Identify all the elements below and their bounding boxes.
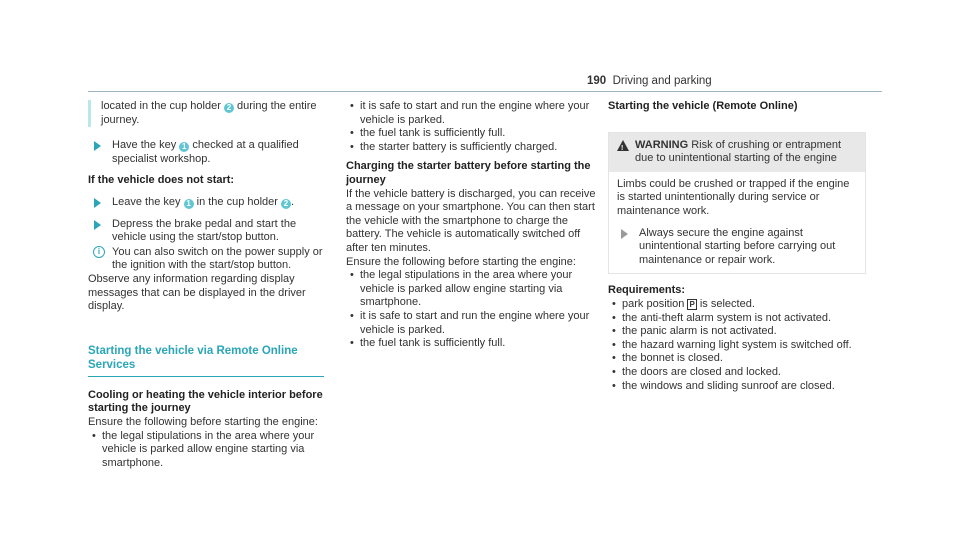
subheading: Cooling or heating the vehicle interior before starting the journey (88, 388, 323, 415)
list-item: • the doors are closed and locked. (608, 366, 866, 380)
number-badge: 1 (179, 142, 189, 152)
paragraph: Observe any information regarding display messages that can be displayed in the driver display. (88, 272, 306, 313)
info-text: You can also switch on the power supply or the ignition with the start/stop button. (112, 245, 323, 272)
req-text: is selected. (699, 297, 755, 310)
number-badge: 2 (281, 199, 291, 209)
step-text: . (291, 195, 295, 208)
section-name: Driving and parking (612, 75, 712, 87)
warning-header (609, 133, 865, 172)
arrow-icon (621, 229, 628, 239)
arrow-icon (94, 141, 101, 151)
list-item: • the legal stipulations in the area where your vehicle is parked allow engine starting via smartphone. (346, 269, 596, 310)
warning-body-text: Limbs could be crushed or trapped if the engine is started unintentionally during service or maintenance work. (617, 177, 850, 217)
list-item: • the hazard warning light system is switched off. (608, 339, 866, 353)
column-middle (346, 100, 596, 351)
subheading: Charging the starter battery before starting the journey (346, 160, 591, 186)
list-item: • it is safe to start and run the engine where your vehicle is parked. (346, 100, 596, 127)
list-item: • the bonnet is closed. (608, 352, 866, 366)
list-item: • the fuel tank is sufficiently full. (346, 337, 596, 351)
requirements-list (608, 298, 866, 393)
continued-paragraph (88, 100, 324, 127)
warning-step-text: Always secure the engine against unintentional starting before carrying out maintenance or repair work. (639, 226, 836, 266)
list-item: • the windows and sliding sunroof are closed. (608, 380, 866, 394)
paragraph: Ensure the following before starting the engine: (346, 255, 576, 268)
requirements-heading: Requirements: (608, 284, 686, 297)
arrow-icon (94, 220, 101, 230)
column-left (88, 100, 324, 470)
warning-step (617, 227, 857, 268)
page-header (587, 75, 712, 89)
step-item (88, 139, 324, 166)
list-item: • the anti-theft alarm system is not activated. (608, 312, 866, 326)
info-note (88, 246, 324, 273)
bullet-list (346, 269, 596, 351)
page-number: 190 (587, 75, 607, 87)
bullet-list (88, 430, 324, 471)
step-item (88, 218, 324, 245)
warning-box (608, 132, 866, 275)
column-right (608, 100, 866, 393)
list-item: • the starter battery is sufficiently charged. (346, 141, 596, 155)
park-position-icon: P (689, 299, 695, 309)
number-badge: 1 (184, 199, 194, 209)
continued-text-2: during the entire journey. (101, 100, 317, 126)
number-badge: 2 (224, 103, 234, 113)
header-divider (88, 91, 882, 92)
warning-icon: ! (617, 140, 629, 151)
step-text: Leave the key (112, 195, 181, 208)
subheading: Starting the vehicle (Remote Online) (608, 100, 798, 112)
list-item: • the fuel tank is sufficiently full. (346, 127, 596, 141)
info-icon: i (93, 246, 105, 258)
section-divider (88, 376, 324, 377)
warning-text: Risk of crushing or entrapment due to unintentional starting of the engine (635, 138, 842, 165)
step-text: Depress the brake pedal and start the vehicle using the start/stop button. (112, 217, 297, 244)
step-item (88, 196, 324, 210)
paragraph: Ensure the following before starting the engine: (88, 415, 318, 428)
warning-body (609, 172, 865, 274)
list-item: • the legal stipulations in the area where your vehicle is parked allow engine starting via smartphone. (88, 430, 324, 471)
subheading: If the vehicle does not start: (88, 174, 235, 187)
req-text: park position (622, 297, 685, 310)
list-item (608, 298, 866, 312)
list-item: • it is safe to start and run the engine where your vehicle is parked. (346, 310, 596, 337)
step-text: checked at a qualified specialist workshop. (112, 139, 299, 165)
arrow-icon (94, 198, 101, 208)
section-title: Starting the vehicle via Remote Online Services (88, 344, 298, 371)
continued-text: located in the cup holder (101, 100, 221, 112)
step-text: Have the key (112, 139, 177, 152)
step-text: in the cup holder (196, 195, 278, 208)
paragraph: If the vehicle battery is discharged, you can receive a message on your smartphone. You can then start the vehicle with the smartphone to charge the battery. The vehicle is automatically switched off after ten minutes. (346, 187, 596, 254)
warning-label: WARNING (635, 138, 689, 151)
bullet-list (346, 100, 596, 154)
list-item: • the panic alarm is not activated. (608, 325, 866, 339)
